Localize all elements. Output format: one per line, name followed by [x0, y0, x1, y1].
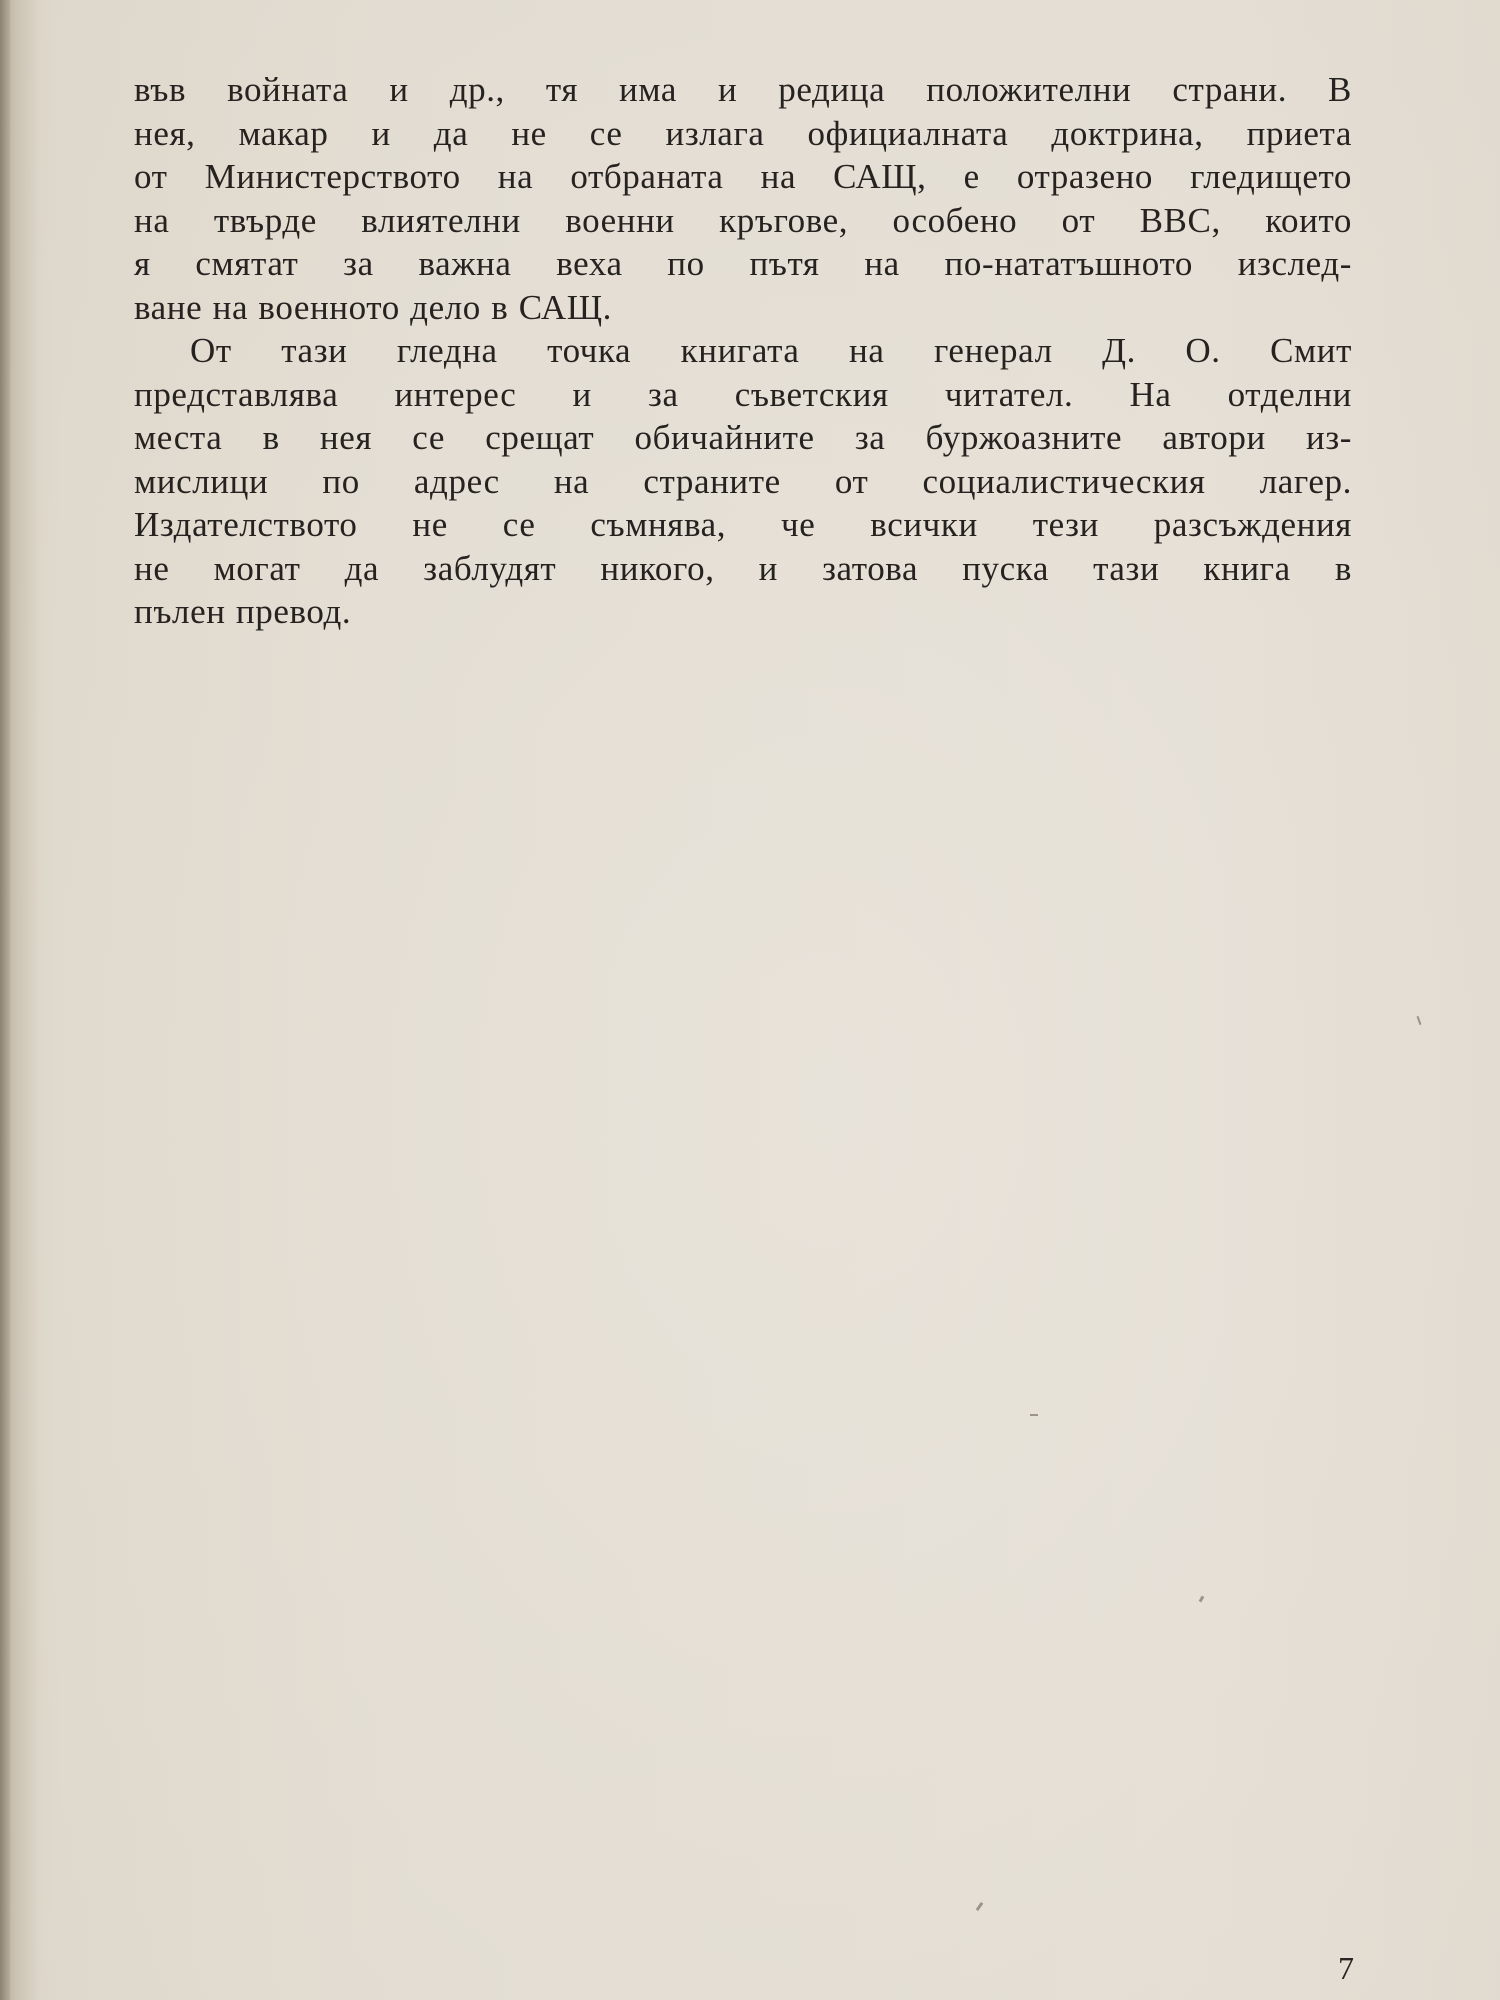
- text-line: места в нея се срещат обичайните за буржоазните автори из-: [134, 418, 1352, 457]
- paragraph-1: [134, 68, 1352, 329]
- text-line: пълен превод.: [134, 592, 352, 631]
- paper-speck: [1417, 1016, 1422, 1025]
- text-line: нея, макар и да не се излага официалната доктрина, приета: [134, 113, 1352, 153]
- text-line: ване на военното дело в САЩ.: [134, 287, 613, 327]
- paper-speck: [1199, 1596, 1205, 1603]
- paper-speck: [976, 1902, 984, 1911]
- text-line: мислици по адрес на страните от социалистическия лагер.: [134, 461, 1352, 501]
- text-line: на твърде влиятелни военни кръгове, особено от ВВС, които: [134, 200, 1352, 240]
- text-line: От тази гледна точка книгата на генерал Д. О. Смит: [190, 331, 1352, 370]
- page-number: 7: [1338, 1950, 1354, 1986]
- text-line: не могат да заблудят никого, и затова пуска тази книга в: [134, 548, 1352, 588]
- paper-speck: [1030, 1414, 1038, 1416]
- paragraph-2: [134, 329, 1352, 634]
- book-spine-shadow: [0, 0, 10, 2000]
- body-text: [134, 68, 1352, 634]
- text-line: представлява интерес и за съветския читател. На отделни: [134, 374, 1352, 414]
- text-line: във войната и др., тя има и редица положителни страни. В: [134, 70, 1352, 109]
- text-line: Издателството не се съмнява, че всички тези разсъждения: [134, 505, 1352, 544]
- text-line: от Министерството на отбраната на САЩ, е отразено гледището: [134, 157, 1352, 196]
- text-line: я смятат за важна веха по пътя на по-нататъшното изслед-: [134, 244, 1352, 283]
